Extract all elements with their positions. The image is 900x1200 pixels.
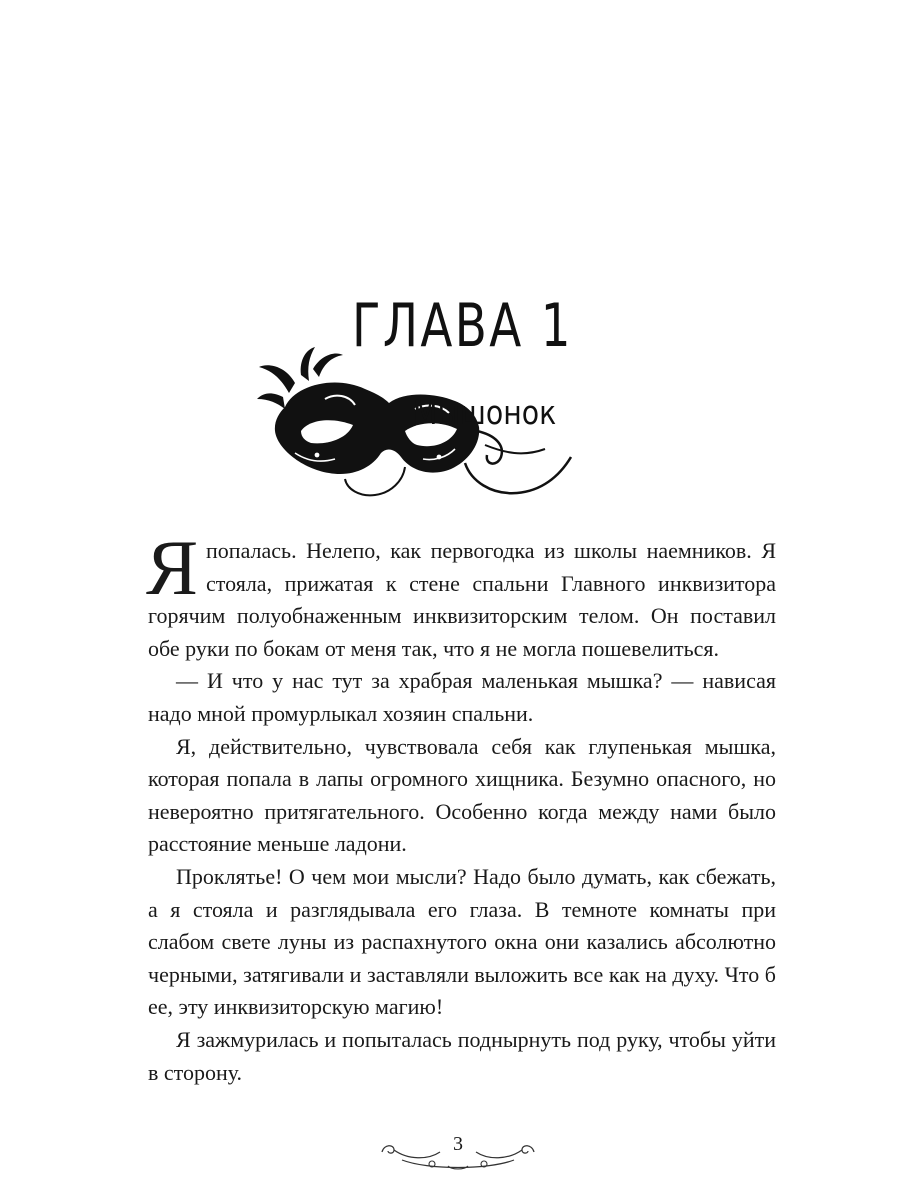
paragraph: — И что у нас тут за храбрая маленькая мышка? — нависая надо мной промурлыкал хозяин спальни. [148, 668, 776, 726]
page-number: 3 [453, 1133, 463, 1155]
paragraph [146, 524, 776, 665]
paragraph: Я, действительно, чувствовала себя как глупенькая мышка, которая попала в лапы огромного хищника. Безумно опасного, но невероятно притягательного. Особенно когда между нами было расстояние меньше ладони. [148, 733, 776, 857]
chapter-body [146, 524, 776, 1089]
paragraph-text: попалась. Нелепо, как первогодка из школы наемников. Я стояла, прижатая к стене спальни Главного инквизитора горячим полуобнаженным инквизиторским телом. Он поставил обе руки по бокам от меня так, что я не могла пошевелиться. [148, 538, 776, 661]
chapter-subtitle: Мышонок [413, 393, 557, 432]
drop-cap: Я [146, 524, 199, 611]
chapter-title: ГЛАВА 1 [352, 291, 573, 361]
page-footer [378, 1126, 538, 1172]
paragraph: Проклятье! О чем мои мысли? Надо было думать, как сбежать, а я стояла и разглядывала его глаза. В темноте комнаты при слабом свете луны из распахнутого окна они казались абсолютно черными, затягивали и заставляли выложить все как на духу. Что б ее, эту инквизиторскую магию! [148, 863, 776, 1020]
paragraph: Я зажмурилась и попыталась поднырнуть под руку, чтобы уйти в сторону. [148, 1026, 776, 1085]
